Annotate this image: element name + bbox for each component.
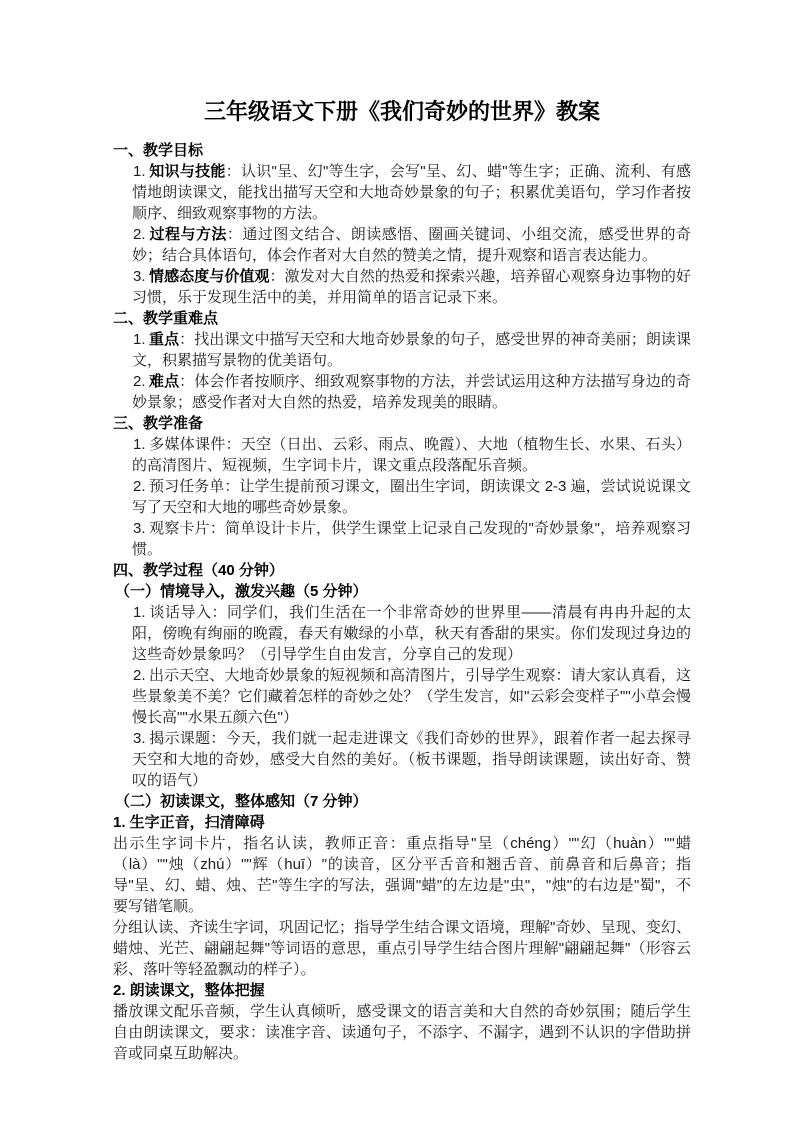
list-item-text: ：激发对大自然的热爱和探索兴趣，培养留心观察身边事物的好习惯，乐于发现生活中的美，并用简单的语言记录下来。 xyxy=(132,268,691,306)
list-item-number: 1. xyxy=(133,436,146,453)
list-item-number: 3. xyxy=(133,268,146,285)
list-item xyxy=(132,665,691,728)
block-heading-reading-aloud: 2. 朗读课文，整体把握 xyxy=(113,982,265,999)
teaching-goals-list xyxy=(113,161,691,308)
block-heading-pronunciation: 1. 生字正音，扫清障碍 xyxy=(113,814,265,831)
list-item xyxy=(132,728,691,791)
list-item xyxy=(132,602,691,665)
list-item-label: 难点 xyxy=(149,373,180,390)
list-item xyxy=(132,518,691,560)
list-item-label: 知识与技能 xyxy=(149,163,226,180)
list-item xyxy=(132,224,691,266)
list-item-number: 2. xyxy=(133,226,146,243)
list-item-text: 预习任务单：让学生提前预习课文，圈出生字词，朗读课文 2-3 遍，尝试说说课文写了天空和大地的哪些奇妙景象。 xyxy=(132,478,691,516)
list-item-text: ：找出课文中描写天空和大地奇妙景象的句子，感受世界的神奇美丽；朗读课文，积累描写景物的优美语句。 xyxy=(132,331,691,369)
section-heading-key-difficult-points: 二、教学重难点 xyxy=(113,310,219,327)
list-item-text: 谈话导入：同学们，我们生活在一个非常奇妙的世界里——清晨有冉冉升起的太阳，傍晚有绚丽的晚霞，春天有嫩绿的小草，秋天有香甜的果实。你们发现过身边的这些奇妙景象吗？（引导学生自由发言，分享自己的发现） xyxy=(132,604,691,663)
list-item xyxy=(132,329,691,371)
paragraph-pronunciation-1: 出示生字词卡片，指名认读，教师正音：重点指导"呈（chéng）""幻（huàn）""蜡（là）""烛（zhú）""辉（huī）"的读音，区分平舌音和翘舌音、前鼻音和后鼻音；指导"呈、幻、蜡、烛、芒"等生字的写法，强调"蜡"的左边是"虫"，"烛"的右边是"蜀"，不要写错笔顺。 xyxy=(113,835,691,915)
list-item-number: 1. xyxy=(133,163,146,180)
section-heading-teaching-preparation: 三、教学准备 xyxy=(113,415,204,432)
list-item xyxy=(132,161,691,224)
situational-introduction-list xyxy=(113,602,691,791)
list-item-text: ：体会作者按顺序、细致观察事物的方法，并尝试运用这种方法描写身边的奇妙景象；感受作者对大自然的热爱，培养发现美的眼睛。 xyxy=(132,373,691,411)
teaching-preparation-list xyxy=(113,434,691,560)
list-item-text: ：通过图文结合、朗读感悟、圈画关键词、小组交流，感受世界的奇妙；结合具体语句，体会作者对大自然的赞美之情，提升观察和语言表达能力。 xyxy=(132,226,691,264)
list-item-text: 揭示课题：今天，我们就一起走进课文《我们奇妙的世界》，跟着作者一起去探寻天空和大地的奇妙，感受大自然的美好。（板书课题，指导朗读课题，读出好奇、赞叹的语气） xyxy=(132,730,691,789)
list-item-text: 多媒体课件：天空（日出、云彩、雨点、晚霞）、大地（植物生长、水果、石头）的高清图片、短视频，生字词卡片，课文重点段落配乐音频。 xyxy=(132,436,691,474)
section-heading-teaching-process: 四、教学过程（40 分钟） xyxy=(113,562,284,579)
list-item-text: 出示天空、大地奇妙景象的短视频和高清图片，引导学生观察：请大家认真看，这些景象美不美？它们藏着怎样的奇妙之处？（学生发言，如"云彩会变样子""小草会慢慢长高""水果五颜六色"） xyxy=(132,667,691,726)
document-title: 三年级语文下册《我们奇妙的世界》教案 xyxy=(203,99,600,124)
list-item-text: ：认识"呈、幻"等生字，会写"呈、幻、蜡"等生字；正确、流利、有感情地朗读课文，能找出描写天空和大地奇妙景象的句子；积累优美语句，学习作者按顺序、细致观察事物的方法。 xyxy=(132,163,691,222)
list-item-number: 3. xyxy=(133,520,146,537)
subsection-heading-situational-introduction: （一）情境导入，激发兴趣（5 分钟） xyxy=(115,583,368,600)
list-item xyxy=(132,434,691,476)
list-item-number: 2. xyxy=(133,373,146,390)
paragraph-reading-aloud-1: 播放课文配乐音频，学生认真倾听，感受课文的语言美和大自然的奇妙氛围；随后学生自由朗读课文，要求：读准字音、读通句子，不添字、不漏字，遇到不认识的字借助拼音或同桌互助解决。 xyxy=(113,1003,691,1062)
subsection-heading-first-reading: （二）初读课文，整体感知（7 分钟） xyxy=(115,793,368,810)
section-heading-teaching-goals: 一、教学目标 xyxy=(113,142,204,159)
list-item-number: 3. xyxy=(133,730,146,747)
list-item xyxy=(132,266,691,308)
list-item-number: 1. xyxy=(133,331,146,348)
list-item-label: 过程与方法 xyxy=(149,226,227,243)
list-item-number: 1. xyxy=(133,604,146,621)
list-item xyxy=(132,476,691,518)
list-item-number: 2. xyxy=(133,478,146,495)
list-item-label: 重点 xyxy=(149,331,180,348)
list-item xyxy=(132,371,691,413)
list-item-label: 情感态度与价值观 xyxy=(149,268,270,285)
key-difficult-points-list xyxy=(113,329,691,413)
list-item-number: 2. xyxy=(133,667,146,684)
list-item-text: 观察卡片：简单设计卡片，供学生课堂上记录自己发现的"奇妙景象"，培养观察习惯。 xyxy=(132,520,691,558)
paragraph-pronunciation-2: 分组认读、齐读生字词，巩固记忆；指导学生结合课文语境，理解"奇妙、呈现、变幻、蜡烛、光芒、翩翩起舞"等词语的意思，重点引导学生结合图片理解"翩翩起舞"（形容云彩、落叶等轻盈飘动的样子）。 xyxy=(113,919,691,978)
